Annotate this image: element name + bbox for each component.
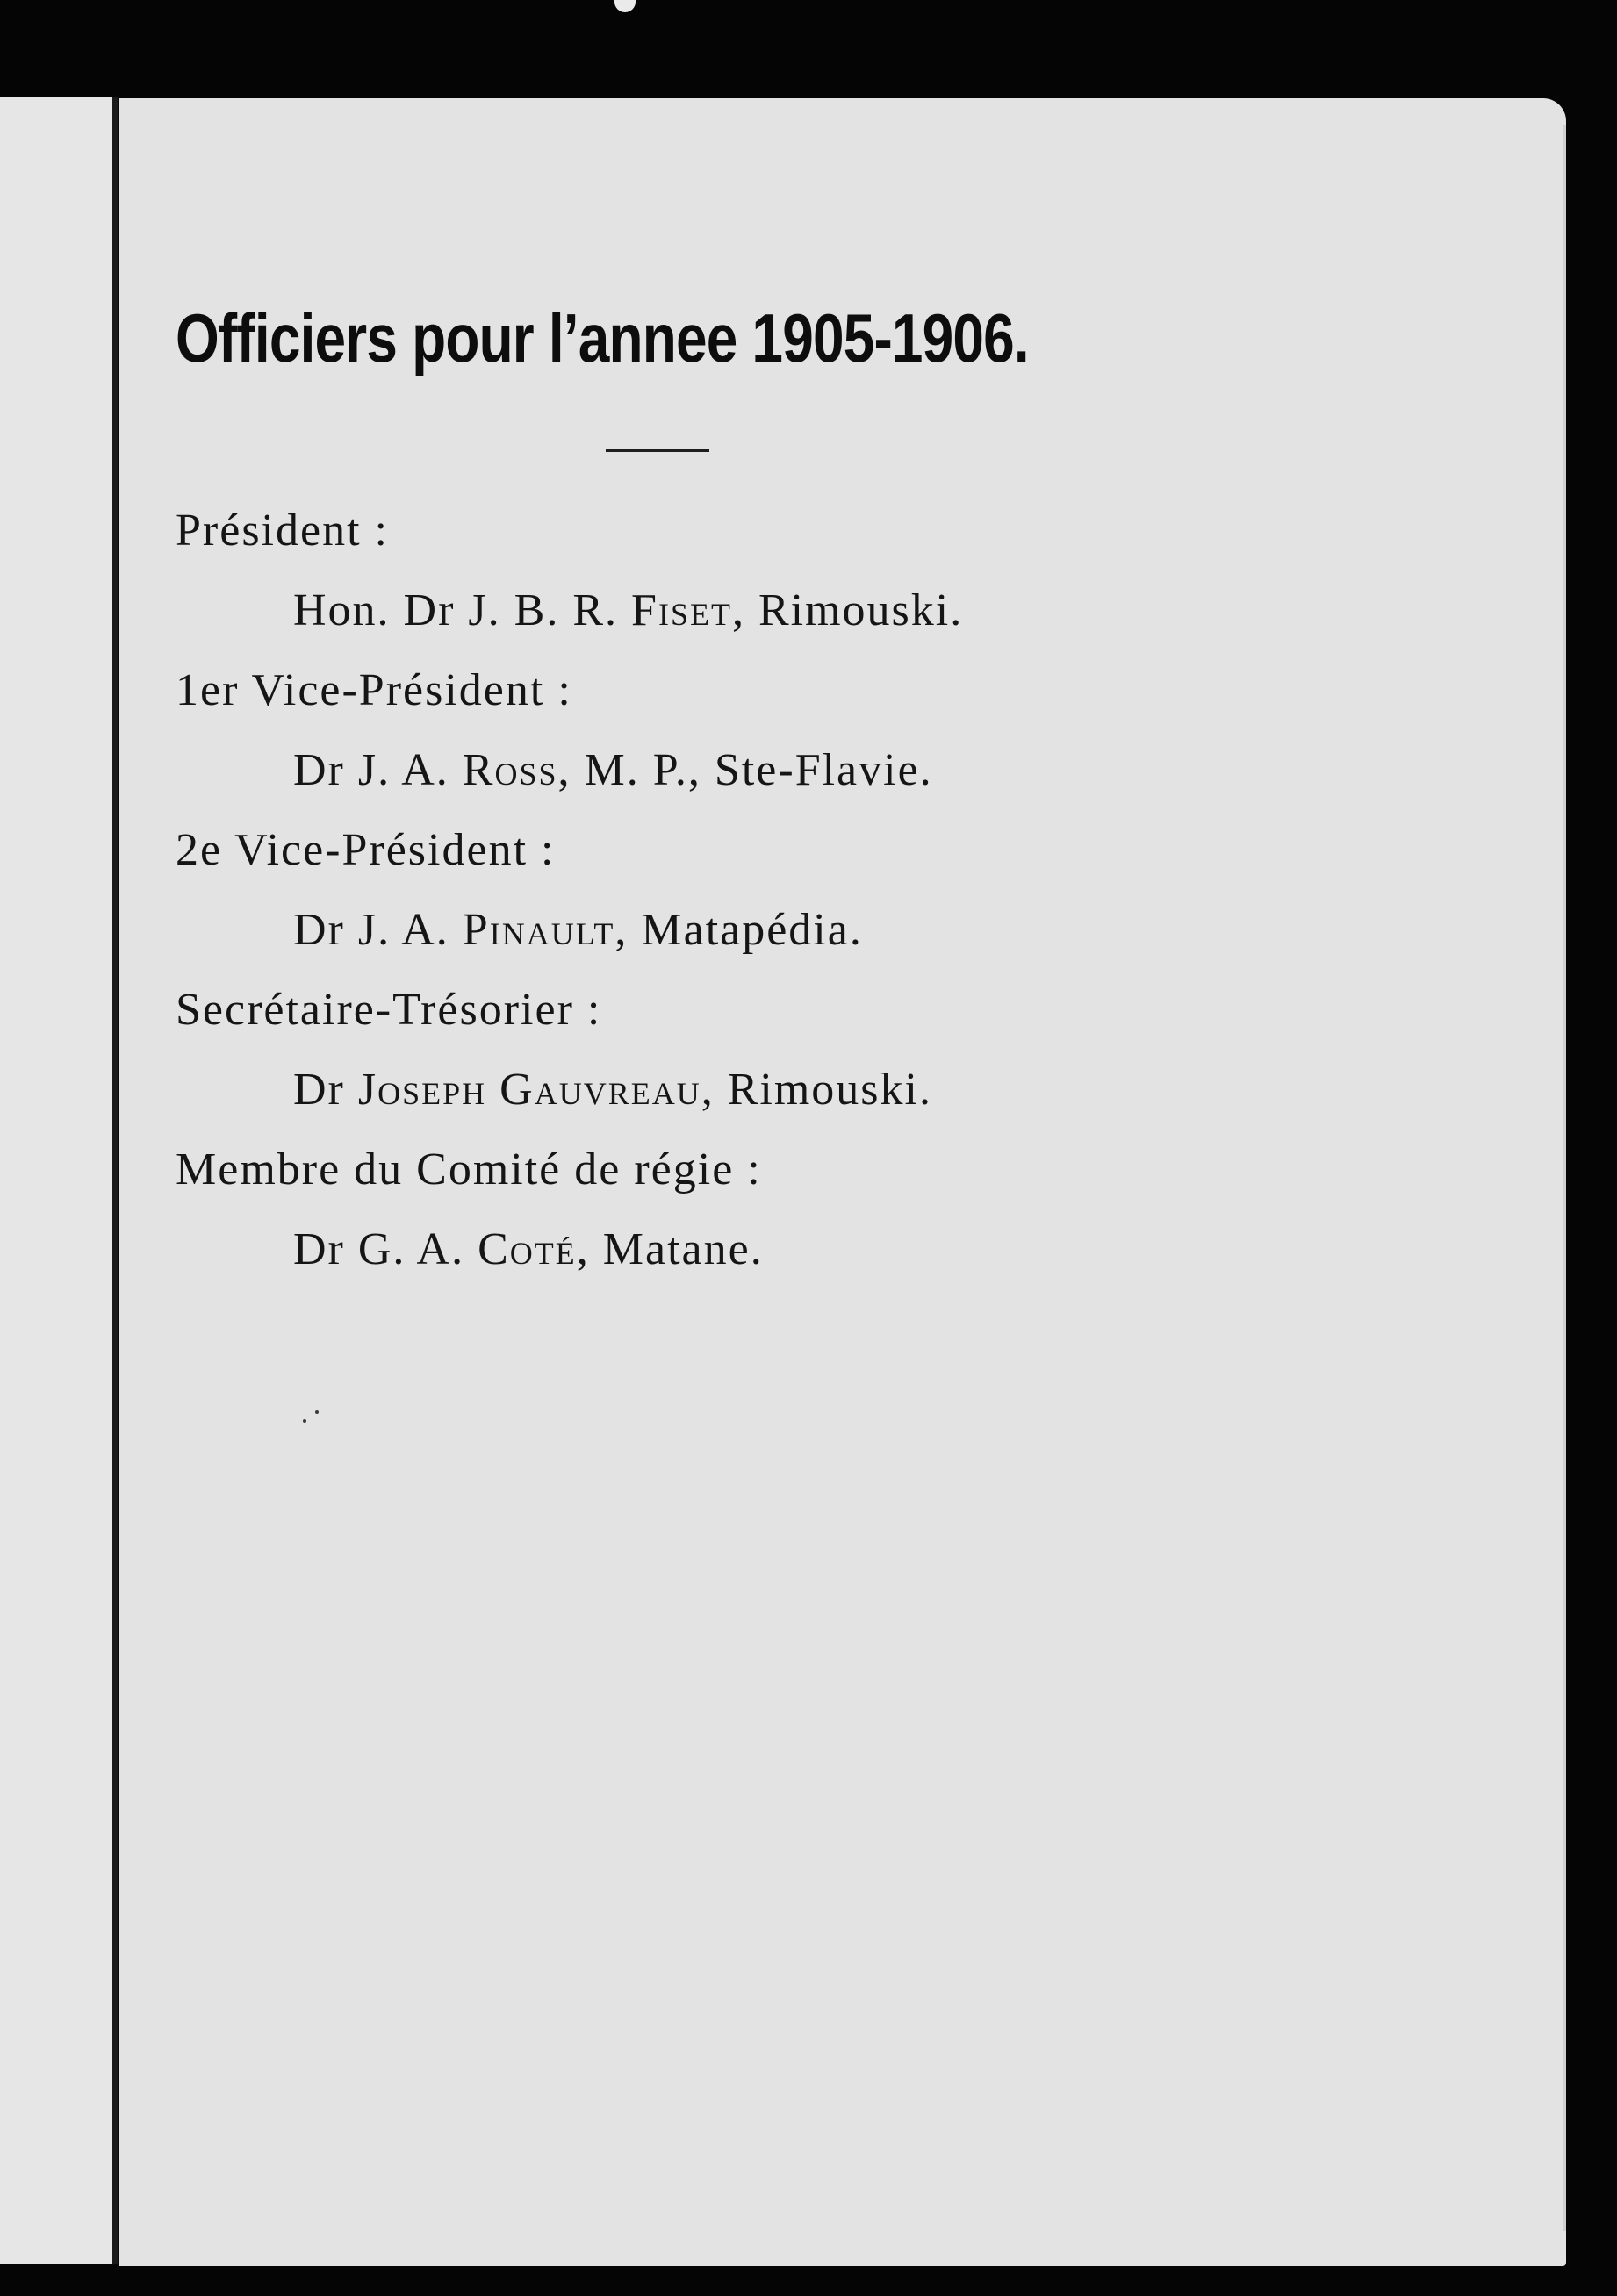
officer-name-text: Dr	[293, 1065, 358, 1115]
officer-surname: Joseph Gauvreau	[357, 1065, 701, 1115]
officer-name-text: Dr J. A.	[293, 745, 463, 795]
officer-name-text: Hon. Dr J. B. R.	[293, 585, 632, 635]
officer-name-text: Dr G. A.	[293, 1224, 478, 1274]
officer-role: 2e Vice-Président :	[176, 825, 556, 875]
title-rule-divider	[606, 449, 709, 452]
officer-role: 1er Vice-Président :	[176, 665, 572, 715]
officer-name	[176, 1209, 1317, 1290]
officer-name-text: , Matane.	[576, 1224, 764, 1274]
speck	[315, 1410, 319, 1414]
officer-name-text: , Matapédia.	[614, 905, 863, 955]
officer-name	[176, 730, 1317, 811]
officer-name	[176, 1050, 1317, 1130]
page-title: Officiers pour l’annee 1905-1906.	[176, 299, 1029, 377]
officer-role: Président :	[176, 506, 389, 556]
officer-surname: Ross	[462, 745, 558, 795]
speck	[303, 1419, 306, 1423]
page-edge-shadow	[1563, 125, 1566, 2231]
officer-surname: Coté	[478, 1224, 577, 1274]
facing-page-edge	[0, 97, 118, 2264]
officer-name-text: , Rimouski.	[701, 1065, 932, 1115]
officer-role: Membre du Comité de régie :	[176, 1144, 762, 1195]
officer-surname: Pinault	[462, 905, 615, 955]
officer-name	[176, 570, 1317, 651]
officer-surname: Fiset	[631, 585, 732, 635]
scan-specks	[303, 1409, 338, 1426]
scan-blot	[614, 0, 636, 12]
officer-role: Secrétaire-Trésorier :	[176, 985, 602, 1035]
officer-name	[176, 890, 1317, 971]
officer-name-text: , M. P., Ste-Flavie.	[557, 745, 933, 795]
officer-name-text: , Rimouski.	[731, 585, 964, 635]
officer-name-text: Dr J. A.	[293, 905, 463, 955]
officers-list	[176, 491, 1317, 1290]
